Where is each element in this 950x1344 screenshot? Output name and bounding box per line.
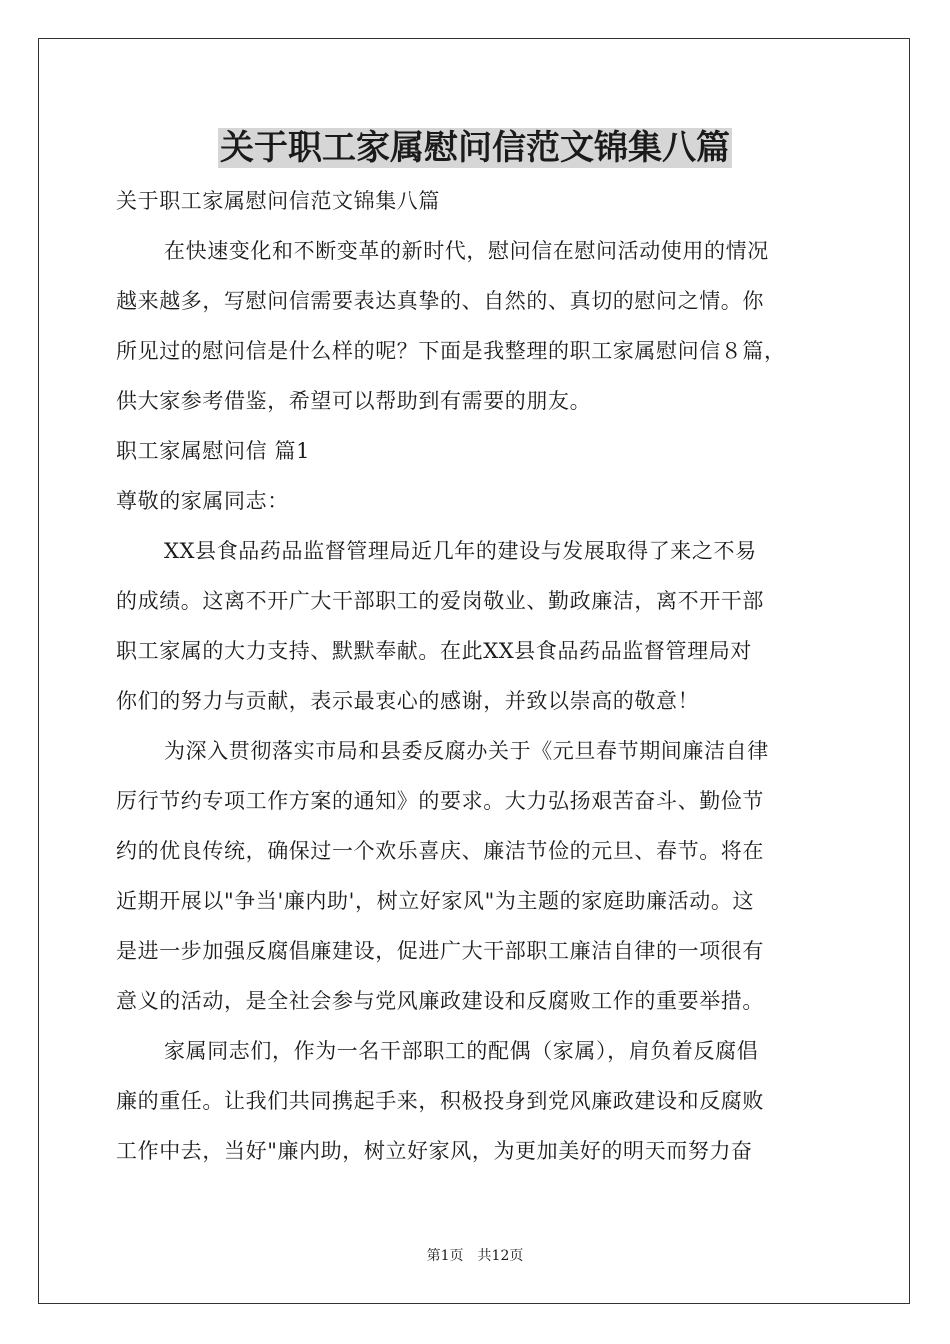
text-line: 所见过的慰问信是什么样的呢？下面是我整理的职工家属慰问信８篇， — [116, 339, 786, 363]
text-line: 为深入贯彻落实市局和县委反腐办关于《元旦春节期间廉洁自律 — [164, 739, 769, 763]
document-title — [0, 124, 950, 172]
document-title-text: 关于职工家属慰问信范文锦集八篇 — [220, 128, 730, 168]
text-line: 尊敬的家属同志： — [116, 489, 289, 513]
text-line: 越来越多，写慰问信需要表达真挚的、自然的、真切的慰问之情。你 — [116, 289, 764, 313]
page-number: 第1页 — [426, 1248, 464, 1264]
text-line: 供大家参考借鉴，希望可以帮助到有需要的朋友。 — [116, 389, 592, 413]
page-footer — [0, 1246, 950, 1266]
text-line: 关于职工家属慰问信范文锦集八篇 — [116, 189, 440, 213]
text-line: 职工家属的大力支持、默默奉献。在此XX县食品药品监督管理局对 — [116, 639, 752, 663]
page-total: 共12页 — [477, 1248, 524, 1264]
text-line: 近期开展以"争当'廉内助'，树立好家风"为主题的家庭助廉活动。这 — [116, 889, 755, 913]
text-line: 职工家属慰问信 篇1 — [116, 439, 311, 463]
text-line: 的成绩。这离不开广大干部职工的爱岗敬业、勤政廉洁，离不开干部 — [116, 589, 764, 613]
text-line: 工作中去，当好"廉内助，树立好家风，为更加美好的明天而努力奋 — [116, 1139, 753, 1163]
text-line: 家属同志们，作为一名干部职工的配偶（家属），肩负着反腐倡 — [164, 1039, 759, 1063]
text-line: 廉的重任。让我们共同携起手来，积极投身到党风廉政建设和反腐败 — [116, 1089, 764, 1113]
text-line: 是进一步加强反腐倡廉建设，促进广大干部职工廉洁自律的一项很有 — [116, 939, 764, 963]
text-line: 厉行节约专项工作方案的通知》的要求。大力弘扬艰苦奋斗、勤俭节 — [116, 789, 764, 813]
text-line: 约的优良传统，确保过一个欢乐喜庆、廉洁节俭的元旦、春节。将在 — [116, 839, 764, 863]
text-line: 你们的努力与贡献，表示最衷心的感谢，并致以崇高的敬意！ — [116, 689, 700, 713]
text-line: XX县食品药品监督管理局近几年的建设与发展取得了来之不易 — [164, 539, 757, 563]
text-line: 在快速变化和不断变革的新时代，慰问信在慰问活动使用的情况 — [164, 239, 769, 263]
document-body — [116, 176, 836, 1176]
text-line: 意义的活动，是全社会参与党风廉政建设和反腐败工作的重要举措。 — [116, 989, 764, 1013]
